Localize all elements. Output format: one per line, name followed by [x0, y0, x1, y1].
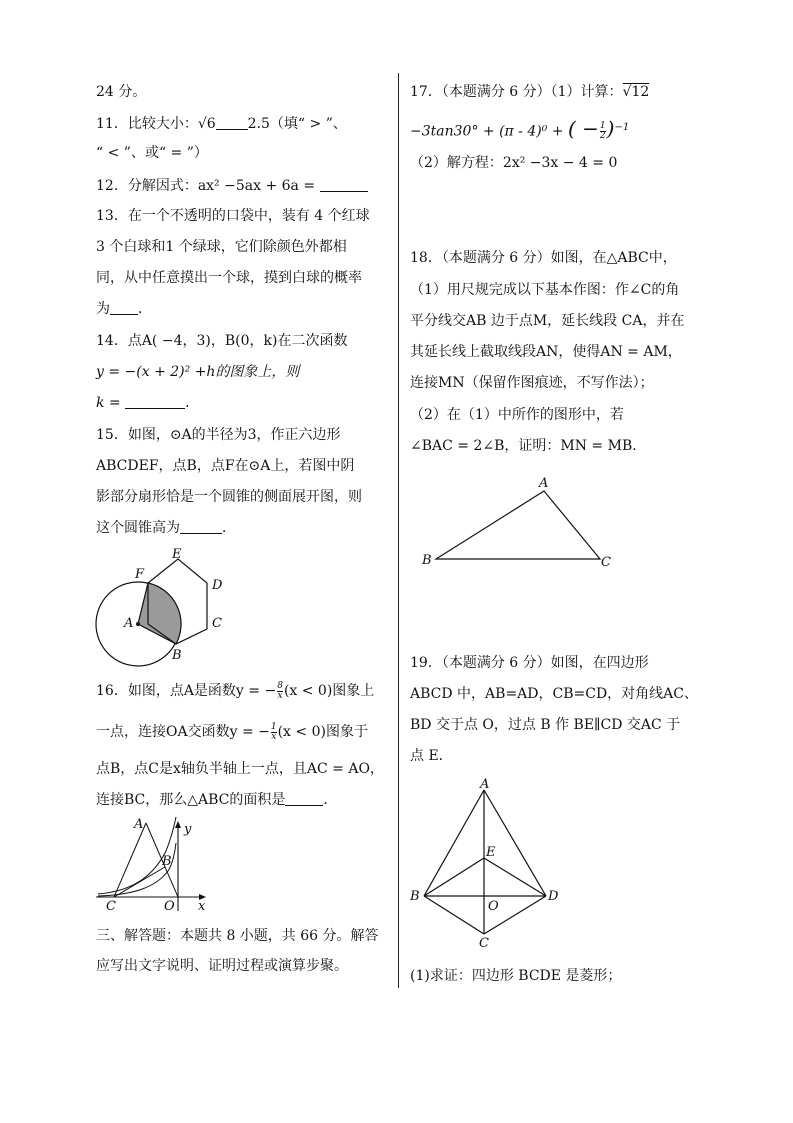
q18-line7: ∠BAC = 2∠B，证明：MN = MB．	[410, 438, 647, 454]
segment-be	[424, 858, 484, 896]
q15-line1: 15．如图，⊙A的半径为3，作正六边形	[96, 427, 341, 443]
label-c: C	[212, 616, 222, 631]
figure-q19	[406, 778, 566, 950]
label-a: A	[539, 476, 549, 491]
segment-bc	[114, 867, 165, 897]
q11-line2: “ < ”、或“ = ”）	[96, 145, 208, 161]
y-axis-arrow	[175, 821, 181, 828]
q12: 12．分解因式：ax² −5ax + 6a =	[96, 176, 368, 196]
column-divider	[398, 73, 399, 988]
label-d: D	[212, 578, 223, 593]
q19-line4: 点 E．	[410, 748, 453, 764]
triangle-abc	[436, 491, 600, 559]
intro-text: 24 分。	[96, 84, 147, 100]
q15-line3: 影部分扇形恰是一个圆锥的侧面展开图，则	[96, 489, 362, 505]
q16-line3: 点B，点C是x轴负半轴上一点，且AC = AO，	[96, 761, 384, 777]
q15-line4: 这个圆锥高为 ．	[96, 520, 236, 536]
section3-line2: 应写出文字说明、证明过程或演算步聚。	[96, 958, 348, 974]
label-b: B	[422, 553, 432, 568]
q18-line5: 连接MN（保留作图痕迹，不写作法）；	[410, 375, 654, 391]
label-e: E	[486, 845, 496, 860]
section3-line1: 三、解答题：本题共 8 小题，共 66 分。解答	[96, 928, 379, 944]
q18-line1: 18．（本题满分 6 分）如图，在△ABC中，	[410, 250, 677, 266]
q18-line2: （1）用尺规完成以下基本作图：作∠C的角	[410, 282, 680, 298]
q17-line3: （2）解方程：2x² −3x − 4 = 0	[410, 155, 618, 171]
label-e: E	[172, 547, 182, 562]
label-x: x	[198, 899, 206, 914]
label-a: A	[124, 616, 134, 631]
q15-line2: ABCDEF，点B，点F在⊙A上，若图中阴	[96, 458, 355, 474]
q16-line1: 16．如图，点A是函数y = − $\frac{8}{x}$ (x < 0)图象上	[96, 680, 375, 701]
center-dot	[136, 622, 140, 626]
figure-q18	[418, 470, 618, 575]
q13-line4: 为 ．	[96, 301, 152, 317]
label-y: y	[184, 822, 192, 837]
q19-line2: ABCD 中，AB=AD，CB=CD，对角线AC、	[410, 686, 698, 702]
segment-ab	[424, 790, 484, 896]
q14-line2: y = −(x + 2)² +h的图象上，则	[96, 364, 300, 380]
segment-bc	[424, 896, 484, 934]
q15-blank[interactable]	[180, 520, 222, 534]
q14-blank[interactable]	[125, 395, 185, 409]
q13-blank[interactable]	[110, 301, 138, 315]
q11-line1: 11．比较大小：√6 2.5（填“ > ”、	[96, 116, 347, 132]
q18-line3: 平分线交AB 边于点M，延长线段 CA，并在	[410, 313, 685, 329]
q11-blank[interactable]	[216, 116, 248, 130]
q16-frac-1-x: $\frac{1}{x}$	[270, 721, 277, 742]
q14-line3: k = ．	[96, 395, 200, 411]
q19-part1: (1)求证：四边形 BCDE 是菱形；	[410, 968, 622, 984]
q16-blank[interactable]	[285, 792, 323, 806]
label-c: C	[106, 899, 116, 914]
q13-line2: 3 个白球和1 个绿球，它们除颜色外都相	[96, 239, 347, 255]
q16-line2: 一点，连接OA交函数y = − $\frac{1}{x}$ (x < 0)图象于	[96, 721, 368, 742]
q19-line3: BD 交于点 O，过点 B 作 BE∥CD 交AC 于	[410, 717, 681, 733]
label-c: C	[479, 936, 489, 950]
q18-line4: 其延长线上截取线段AN，使得AN = AM，	[410, 344, 682, 360]
q19-line1: 19．（本题满分 6 分）如图，在四边形	[410, 655, 649, 671]
label-o: O	[164, 899, 175, 914]
label-a: A	[134, 817, 144, 832]
shaded-sector	[138, 583, 181, 644]
figure-q15	[92, 545, 232, 670]
label-c: C	[601, 555, 611, 570]
q17-line2: −3tan30° + (π - 4)⁰ + ( − $\frac{1}{2}$ )$^{-1}$	[410, 116, 630, 142]
q12-blank[interactable]	[320, 178, 368, 192]
q16-frac-8-x: $\frac{8}{x}$	[277, 680, 283, 701]
q14-line1: 14．点A( −4，3)，B(0，k)在二次函数	[96, 333, 348, 349]
segment-ad	[484, 790, 546, 896]
q17-line1: 17．（本题满分 6 分）（1）计算：√12	[410, 84, 650, 100]
label-b: B	[172, 648, 182, 663]
figure-q16	[94, 815, 214, 915]
label-b: B	[162, 854, 172, 869]
label-o: O	[488, 899, 499, 914]
q13-line3: 同，从中任意摸出一个球，摸到白球的概率	[96, 270, 362, 286]
q17-frac-1-2: $\frac{1}{2}$	[599, 121, 606, 142]
label-d: D	[548, 889, 559, 904]
q18-line6: （2）在（1）中所作的图形中，若	[410, 407, 624, 423]
curve-1-over-x	[98, 843, 176, 896]
q13-line1: 13．在一个不透明的口袋中，装有 4 个红球	[96, 208, 370, 224]
label-a: A	[480, 778, 490, 792]
q16-line4: 连接BC，那么△ABC的面积是 ．	[96, 792, 338, 808]
label-b: B	[410, 889, 420, 904]
label-f: F	[135, 567, 145, 582]
segment-de	[484, 858, 546, 896]
